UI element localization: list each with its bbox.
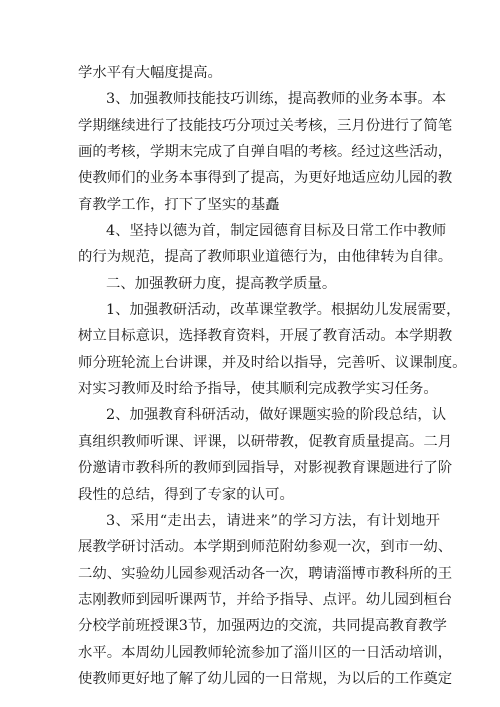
text-line: 树立目标意识，选择教育资料，开展了教育活动。本学期教 (78, 328, 453, 345)
text-line: 份邀请市教科所的教师到园指导，对影视教育课题进行了阶 (78, 460, 453, 477)
text-line: 学期继续进行了技能技巧分项过关考核，三月份进行了简笔 (78, 117, 453, 134)
text-line: 育教学工作，打下了坚实的基矗 (78, 196, 280, 213)
text-line: 水平。本周幼儿园教师轮流参加了淄川区的一日活动培训， (78, 644, 453, 661)
text-line: 画的考核，学期末完成了自弹自唱的考核。经过这些活动， (78, 144, 453, 161)
text-line: 师分班轮流上台讲课，并及时给以指导，完善听、议课制度。 (78, 354, 467, 371)
text-line: 4、坚持以德为首，制定园德育目标及日常工作中教师 (106, 223, 447, 240)
text-line: 2、加强教育科研活动，做好课题实验的阶段总结，认 (106, 407, 447, 424)
text-line: 使教师更好地了解了幼儿园的一日常规，为以后的工作奠定 (78, 670, 453, 687)
text-line: 的行为规范，提高了教师职业道德行为，由他律转为自律。 (78, 249, 453, 266)
text-line: 二幼、实验幼儿园参观活动各一次，聘请淄博市教科所的王 (78, 565, 453, 582)
text-line: 志刚教师到园听课两节，并给予指导、点评。幼儿园到桓台 (78, 591, 453, 608)
text-line: 1、加强教研活动，改革课堂教学。根据幼儿发展需要， (106, 302, 461, 319)
text-line: 展教学研讨活动。本学期到师范附幼参观一次，到市一幼、 (78, 539, 453, 556)
text-line: 真组织教师听课、评课，以研带教，促教育质量提高。二月 (78, 433, 453, 450)
text-line: 对实习教师及时给予指导，使其顺利完成教学实习任务。 (78, 381, 438, 398)
text-line: 分校学前班授课3节，加强两边的交流，共同提高教育教学 (78, 618, 447, 635)
text-line: 学水平有大幅度提高。 (78, 65, 222, 81)
text-line: 段性的总结，得到了专家的认可。 (78, 486, 294, 503)
text-line: 3、采用“走出去，请进来”的学习方法，有计划地开 (106, 512, 440, 529)
document-page (78, 60, 467, 692)
text-line: 二、加强教研力度，提高教学质量。 (106, 275, 337, 292)
text-line: 使教师们的业务本事得到了提高，为更好地适应幼儿园的教 (78, 170, 453, 187)
text-line: 3、加强教师技能技巧训练，提高教师的业务本事。本 (106, 91, 447, 108)
